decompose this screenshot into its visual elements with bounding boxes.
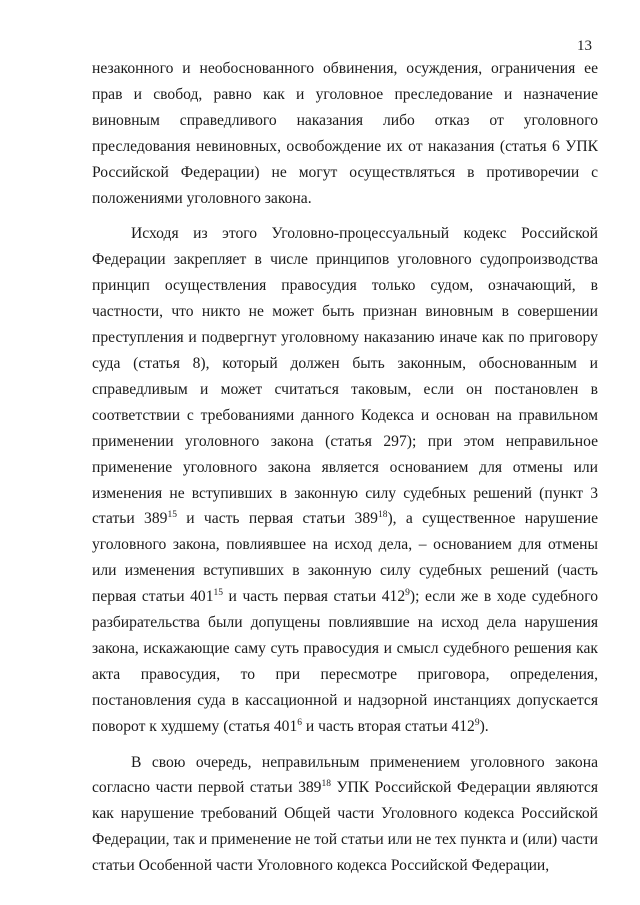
- text-segment: и часть вторая статьи 412: [302, 717, 475, 735]
- paragraph-misapplication: [92, 750, 598, 880]
- page-number: 13: [577, 38, 592, 54]
- text-segment: ), а существенное нарушение уголовного закона, повлиявшее на исход дела, – основанием для отмены или изменения вступивших в законную силу судебных решений (часть первая статьи 401: [92, 510, 598, 606]
- text-segment: незаконного и необоснованного обвинения, осуждения, ограничения ее прав и свобод, равно как и уголовное преследование и назначение виновным справедливого наказания либо отказ от уголовного преследования невиновных, освобождение их от наказания (статья 6 УПК Российской Федерации) не могут осуществляться в противоречии с положениями уголовного закона.: [92, 60, 598, 207]
- superscript: 6: [297, 717, 302, 728]
- text-segment: УПК Российской Федерации являются как нарушение требований Общей части Уголовного кодекса Российской Федерации, так и применение не той статьи или не тех пункта и (или) части статьи Особенной части Уголовного кодекса Российской Федерации,: [92, 779, 598, 875]
- text-segment: и часть первая статьи 389: [176, 510, 378, 528]
- superscript: 18: [377, 510, 388, 521]
- superscript: 9: [405, 588, 410, 599]
- text-segment: ); если же в ходе судебного разбирательства были допущены повлиявшие на исход дела нарушения закона, искажающие саму суть правосудия и смысл судебного решения как акта правосудия, то при пересмотре приговора, определения, постановления суда в кассационной и надзорной инстанциях допускается поворот к худшему (статья 401: [92, 588, 599, 735]
- superscript: 18: [321, 779, 331, 790]
- superscript: 9: [474, 717, 480, 728]
- text-segment: и часть первая статьи 412: [223, 588, 406, 606]
- text-segment: В свою очередь, неправильным применением уголовного закона согласно части первой статьи 389: [92, 753, 598, 797]
- text-segment: ).: [479, 717, 489, 735]
- paragraph-principles: [92, 221, 598, 739]
- body-text: [92, 56, 598, 879]
- paragraph-continuation: [92, 56, 598, 211]
- text-segment: Исходя из этого Уголовно-процессуальный кодекс Российской Федерации закрепляет в числе принципов уголовного судопроизводства принцип осуществления правосудия только судом, означающий, в частности, что никто не может быть признан виновным в совершении преступления и подвергнут уголовному наказанию иначе как по приговору суда (статья 8), который должен быть законным, обоснованным и справедливым и может считаться таковым, если он постановлен в соответствии с требованиями данного Кодекса и основан на правильном применении уголовного закона (статья 297); при этом неправильное применение уголовного закона является основанием для отмены или изменения не вступивших в законную силу судебных решений (пункт 3 статьи 389: [92, 225, 598, 528]
- superscript: 15: [213, 588, 224, 599]
- superscript: 15: [167, 510, 177, 521]
